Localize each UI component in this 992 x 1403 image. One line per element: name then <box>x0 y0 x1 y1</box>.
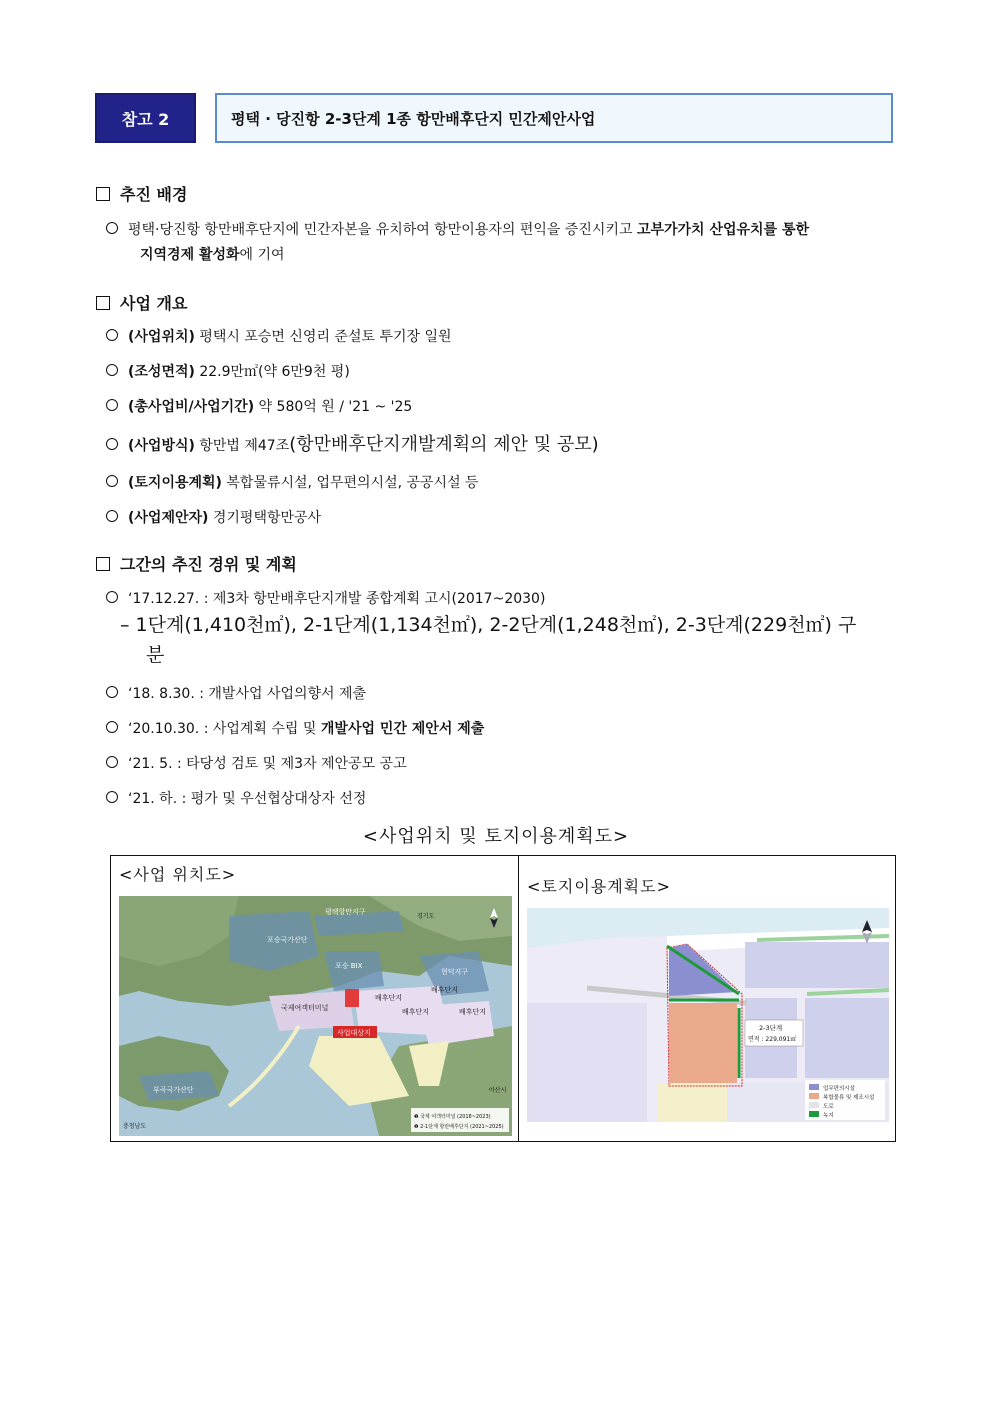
circle-bullet-icon <box>106 475 118 487</box>
circle-bullet-icon <box>106 364 118 376</box>
overview-item-location: (사업위치) 평택시 포승면 신영리 준설토 투기장 일원 <box>106 326 452 346</box>
history-item-2: ‘18. 8.30. : 개발사업 사업의향서 제출 <box>106 683 366 703</box>
map-label-terminal: 국제여객터미널 <box>281 1004 329 1012</box>
document-title: 평택 · 당진항 2-3단계 1종 항만배후단지 민간제안사업 <box>215 93 893 143</box>
background-item-cont: 지역경제 활성화에 기여 <box>140 247 285 263</box>
logistics-zone <box>669 1003 737 1083</box>
reference-tag: 참고 2 <box>95 93 196 143</box>
history-item-5: ‘21. 하. : 평가 및 우선협상대상자 선정 <box>106 788 366 808</box>
history-item-3: ‘20.10.30. : 사업계획 수립 및 개발사업 민간 제안서 제출 <box>106 718 484 738</box>
map-label-gyeonggi: 경기도 <box>417 913 435 920</box>
circle-bullet-icon <box>106 791 118 803</box>
legend-green: 녹지 <box>823 1113 834 1119</box>
overview-item-proposer: (사업제안자) 경기평택항만공사 <box>106 507 321 527</box>
overview-item-area: (조성면적) 22.9만㎡(약 6만9천 평) <box>106 361 350 381</box>
location-map-title: <사업 위치도> <box>119 865 237 884</box>
background-item: 평택·당진항 항만배후단지에 민간자본을 유치하여 항만이용자의 편익을 증진시키고 고부가가치 산업유치를 통한 <box>106 219 809 239</box>
section-background-title: 추진 배경 <box>96 182 187 205</box>
square-bullet-icon <box>96 187 110 201</box>
section-overview-title: 사업 개요 <box>96 291 187 314</box>
overview-item-method: (사업방식) 항만법 제47조(항만배후단지개발계획의 제안 및 공모) <box>106 430 599 456</box>
map-legend-2: ❷ 2-1단계 항만배후단지 (2021~2025) <box>414 1124 504 1130</box>
circle-bullet-icon <box>106 438 118 450</box>
map-label-bugok: 부곡국가산단 <box>153 1086 194 1094</box>
square-bullet-icon <box>96 557 110 571</box>
area-name-label: 2-3단계 <box>759 1024 783 1032</box>
map-label-bix: 포승 BIX <box>335 962 363 970</box>
map-label-phase23: 배후단지 <box>459 1008 487 1016</box>
figure-divider <box>518 856 519 1141</box>
circle-bullet-icon <box>106 222 118 234</box>
history-item-4: ‘21. 5. : 타당성 검토 및 제3자 제안공모 공고 <box>106 753 407 773</box>
overview-item-landuse: (토지이용계획) 복합물류시설, 업무편의시설, 공공시설 등 <box>106 472 479 492</box>
map-label-poseung-ind: 포승국가산단 <box>267 936 308 944</box>
history-sub-phases-cont: 분 <box>146 644 165 666</box>
circle-bullet-icon <box>106 686 118 698</box>
circle-bullet-icon <box>106 756 118 768</box>
legend-business: 업무편의시설 <box>823 1086 855 1092</box>
landuse-plan-map <box>527 908 889 1122</box>
overview-item-cost: (총사업비/사업기간) 약 580억 원 / '21 ~ '25 <box>106 396 412 416</box>
map-label-phase21: 배후단지 <box>402 1008 430 1016</box>
location-map <box>119 896 512 1136</box>
history-item-1: ‘17.12.27. : 제3차 항만배후단지개발 종합계획 고시(2017~2030) <box>106 588 545 608</box>
legend-logistics: 복합물류 및 제조시설 <box>823 1095 875 1101</box>
history-sub-phases: – 1단계(1,410천㎡), 2-1단계(1,134천㎡), 2-2단계(1,248천㎡), 2-3단계(229천㎡) 구 <box>120 614 857 636</box>
square-bullet-icon <box>96 296 110 310</box>
map-label-phase22: 배후단지 <box>431 986 459 994</box>
map-label-asan: 아산시 <box>489 1087 507 1094</box>
circle-bullet-icon <box>106 510 118 522</box>
circle-bullet-icon <box>106 399 118 411</box>
map-label-dangjin: 충청남도 <box>123 1123 147 1130</box>
figure-caption: <사업위치 및 토지이용계획도> <box>362 826 630 847</box>
legend-road: 도로 <box>823 1104 834 1110</box>
map-label-hyundai: 현덕지구 <box>441 968 469 976</box>
circle-bullet-icon <box>106 591 118 603</box>
map-label-port-dev: 평택항만지구 <box>325 908 366 916</box>
figure-frame <box>110 855 896 1142</box>
section-history-title: 그간의 추진 경위 및 계획 <box>96 552 297 575</box>
area-value-label: 면적 : 229,091㎡ <box>748 1036 797 1043</box>
circle-bullet-icon <box>106 329 118 341</box>
circle-bullet-icon <box>106 721 118 733</box>
map-label-site: 사업대상지 <box>337 1029 371 1037</box>
landuse-map-title: <토지이용계획도> <box>527 877 672 896</box>
map-legend-1: ❶ 국제 여객터미널 (2018~2023) <box>414 1114 491 1120</box>
map-label-phase1: 배후단지 <box>375 994 403 1002</box>
